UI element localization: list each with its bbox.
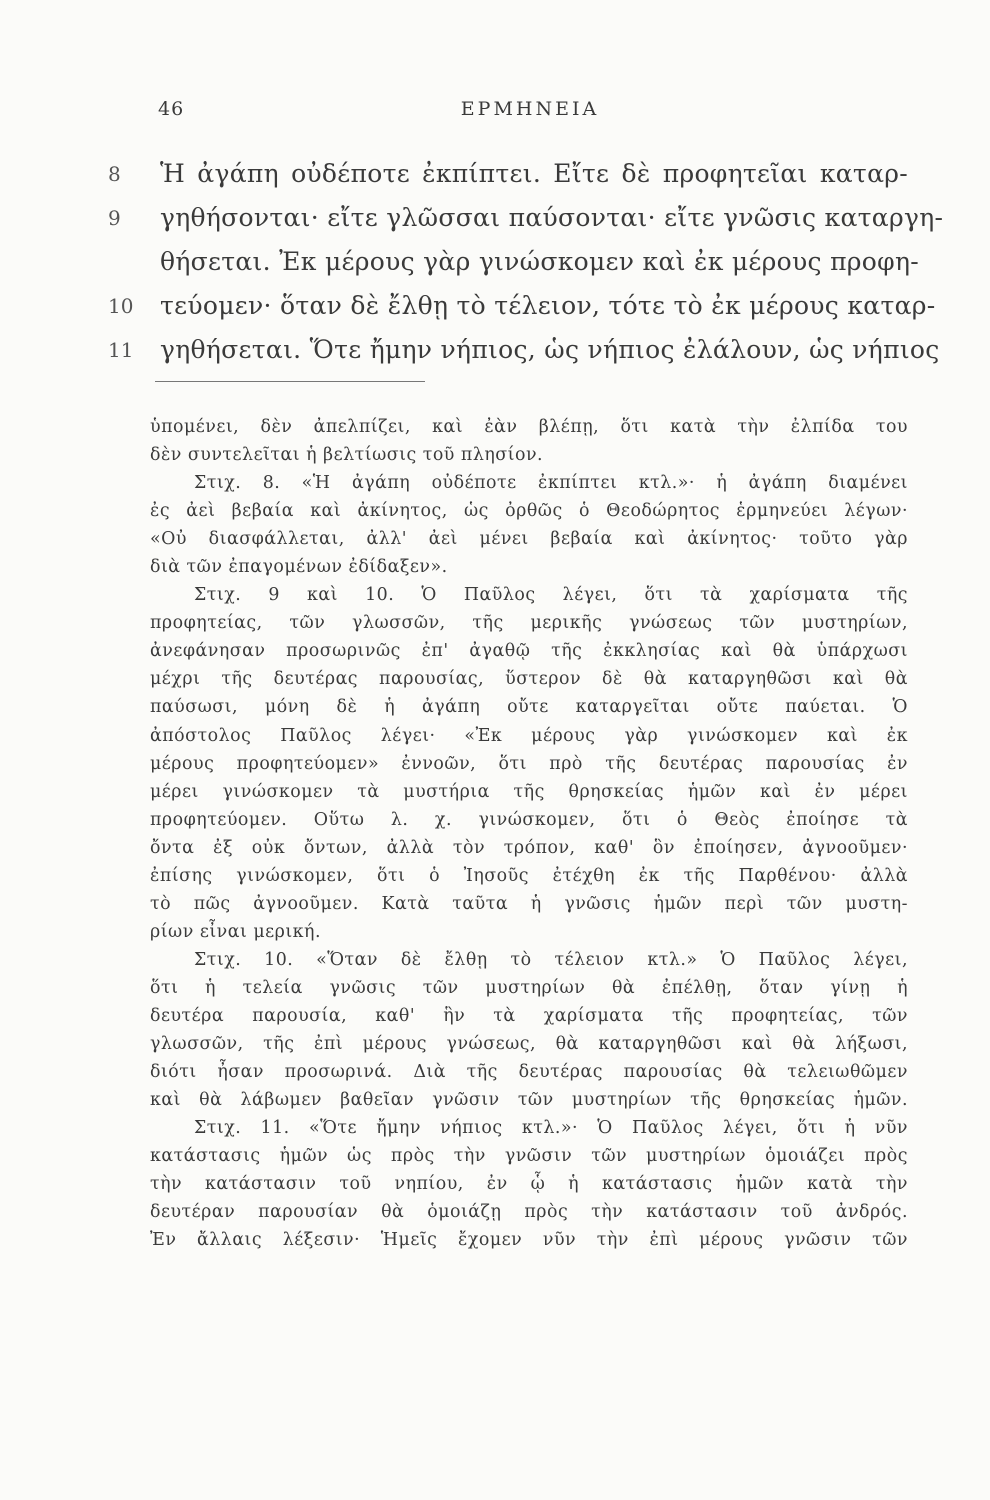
footnote-divider bbox=[155, 381, 425, 382]
commentary-line: καὶ θὰ λάβωμεν βαθεῖαν γνῶσιν τῶν μυστηρίων τῆς θρησκείας ἡμῶν. bbox=[150, 1090, 908, 1111]
commentary-line: δὲν συντελεῖται ἡ βελτίωσις τοῦ πλησίον. bbox=[150, 445, 544, 466]
commentary-line: ὄντα ἐξ οὐκ ὄντων, ἀλλὰ τὸν τρόπον, καθ' ὃν ἐποίησεν, ἀγνοοῦμεν· bbox=[150, 837, 908, 858]
commentary-line: Στιχ. 11. «Ὅτε ἤμην νήπιος κτλ.»· Ὁ Παῦλος λέγει, ὅτι ἡ νῦν bbox=[194, 1118, 908, 1139]
scripture-verses bbox=[108, 152, 944, 372]
verse-number: 9 bbox=[108, 206, 121, 230]
page-number: 46 bbox=[158, 98, 185, 120]
verse-line bbox=[108, 152, 908, 196]
verse-line bbox=[108, 328, 940, 372]
commentary-text bbox=[150, 413, 908, 1254]
commentary-line: μέρους προφητεύομεν» ἐννοῶν, ὅτι πρὸ τῆς δευτέρας παρουσίας ἐν bbox=[150, 753, 908, 774]
commentary-line: προφητείας, τῶν γλωσσῶν, τῆς μερικῆς γνώσεως τῶν μυστηρίων, bbox=[150, 613, 908, 634]
commentary-line: ἀνεφάνησαν προσωρινῶς ἐπ' ἀγαθῷ τῆς ἐκκλησίας καὶ θὰ ὑπάρχωσι bbox=[150, 641, 908, 662]
commentary-line: προφητεύομεν. Οὕτω λ. χ. γινώσκομεν, ὅτι ὁ Θεὸς ἐποίησε τὰ bbox=[150, 809, 908, 830]
commentary-line: κατάστασις ἡμῶν ὡς πρὸς τὴν γνῶσιν τῶν μυστηρίων ὁμοιάζει πρὸς bbox=[150, 1146, 908, 1167]
verse-text: γηθήσονται· εἴτε γλῶσσαι παύσονται· εἴτε γνῶσις καταργη- bbox=[160, 203, 944, 232]
commentary-line: δευτέρα παρουσία, καθ' ἣν τὰ χαρίσματα τῆς προφητείας, τῶν bbox=[150, 1005, 908, 1026]
commentary-line: Στιχ. 9 καὶ 10. Ὁ Παῦλος λέγει, ὅτι τὰ χαρίσματα τῆς bbox=[194, 585, 908, 606]
page-header bbox=[150, 98, 910, 128]
commentary-line: τὸ πῶς ἀγνοοῦμεν. Κατὰ ταῦτα ἡ γνῶσις ἡμῶν περὶ τῶν μυστη- bbox=[150, 893, 908, 914]
commentary-line: Ἐν ἄλλαις λέξεσιν· Ἡμεῖς ἔχομεν νῦν τὴν ἐπὶ μέρους γνῶσιν τῶν bbox=[150, 1230, 908, 1251]
verse-text: θήσεται. Ἐκ μέρους γὰρ γινώσκομεν καὶ ἐκ μέρους προφη- bbox=[160, 247, 919, 276]
commentary-line: ρίων εἶναι μερική. bbox=[150, 921, 321, 942]
commentary-line: ὑπομένει, δὲν ἀπελπίζει, καὶ ἐὰν βλέπῃ, ὅτι κατὰ τὴν ἐλπίδα του bbox=[150, 417, 908, 437]
commentary-line: Στιχ. 10. «Ὅταν δὲ ἔλθῃ τὸ τέλειον κτλ.» Ὁ Παῦλος λέγει, bbox=[194, 949, 908, 970]
verse-text: τεύομεν· ὅταν δὲ ἔλθῃ τὸ τέλειον, τότε τὸ ἐκ μέρους καταρ- bbox=[160, 291, 936, 320]
commentary-line: Στιχ. 8. «Ἡ ἀγάπη οὐδέποτε ἐκπίπτει κτλ.»· ἡ ἀγάπη διαμένει bbox=[194, 473, 908, 494]
commentary-line: διότι ἦσαν προσωρινά. Διὰ τῆς δευτέρας παρουσίας θὰ τελειωθῶμεν bbox=[150, 1062, 908, 1083]
commentary-line: μέρει γινώσκομεν τὰ μυστήρια τῆς θρησκείας ἡμῶν καὶ ἐν μέρει bbox=[150, 781, 908, 802]
commentary-line: διὰ τῶν ἐπαγομένων ἐδίδαξεν». bbox=[150, 557, 448, 578]
verse-text: γηθήσεται. Ὅτε ἤμην νήπιος, ὡς νήπιος ἐλάλουν, ὡς νήπιος bbox=[160, 335, 940, 364]
commentary-line: ἐπίσης γινώσκομεν, ὅτι ὁ Ἰησοῦς ἐτέχθη ἐκ τῆς Παρθένου· ἀλλὰ bbox=[150, 865, 908, 886]
verse-number: 10 bbox=[108, 294, 134, 318]
commentary-line: ὅτι ἡ τελεία γνῶσις τῶν μυστηρίων θὰ ἐπέλθῃ, ὅταν γίνῃ ἡ bbox=[150, 977, 908, 998]
commentary-line: ἐς ἀεὶ βεβαία καὶ ἀκίνητος, ὡς ὀρθῶς ὁ Θεοδώρητος ἑρμηνεύει λέγων· bbox=[150, 501, 908, 522]
verse-number: 11 bbox=[108, 338, 134, 362]
commentary-line: γλωσσῶν, τῆς ἐπὶ μέρους γνώσεως, θὰ καταργηθῶσι καὶ θὰ λήξωσι, bbox=[150, 1034, 908, 1055]
verse-line bbox=[108, 196, 944, 240]
commentary-line: τὴν κατάστασιν τοῦ νηπίου, ἐν ᾧ ἡ κατάστασις ἡμῶν κατὰ τὴν bbox=[150, 1174, 908, 1195]
commentary-line: «Οὐ διασφάλλεται, ἀλλ' ἀεὶ μένει βεβαία καὶ ἀκίνητος· τοῦτο γὰρ bbox=[150, 529, 908, 550]
commentary-line: δευτέραν παρουσίαν θὰ ὁμοιάζῃ πρὸς τὴν κατάστασιν τοῦ ἀνδρός. bbox=[150, 1202, 908, 1223]
commentary-line: ἀπόστολος Παῦλος λέγει· «Ἐκ μέρους γὰρ γινώσκομεν καὶ ἐκ bbox=[150, 725, 908, 746]
verse-number: 8 bbox=[108, 162, 121, 186]
commentary-line: μέχρι τῆς δευτέρας παρουσίας, ὕστερον δὲ θὰ καταργηθῶσι καὶ θὰ bbox=[150, 669, 908, 690]
running-title: ΕΡΜΗΝΕΙΑ bbox=[460, 98, 600, 120]
verse-line bbox=[108, 284, 936, 328]
verse-text: Ἡ ἀγάπη οὐδέποτε ἐκπίπτει. Εἴτε δὲ προφητεῖαι καταρ- bbox=[160, 159, 908, 188]
commentary-line: παύσωσι, μόνη δὲ ἡ ἀγάπη οὔτε καταργεῖται οὔτε παύεται. Ὁ bbox=[150, 697, 908, 718]
verse-line bbox=[108, 240, 919, 284]
